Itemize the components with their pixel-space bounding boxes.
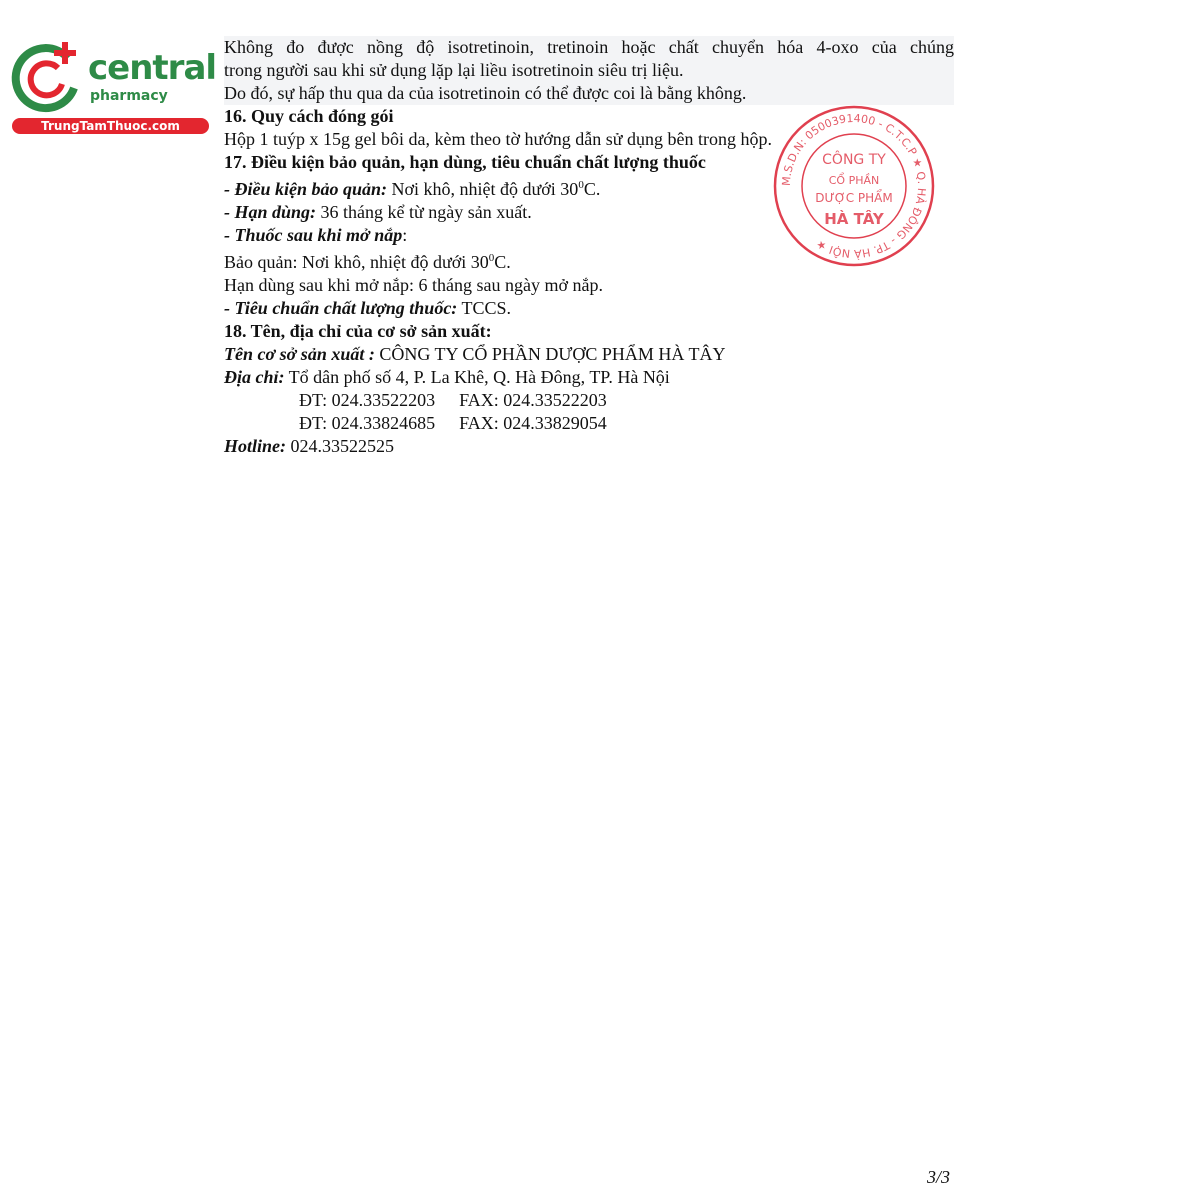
seal-line: HÀ TÂY bbox=[824, 210, 884, 228]
site-badge: TrungTamThuoc.com bbox=[12, 118, 209, 134]
storage-value: Nơi khô, nhiệt độ dưới 30 bbox=[387, 179, 579, 199]
company-seal bbox=[772, 104, 936, 268]
quality-value: TCCS. bbox=[457, 298, 512, 318]
seal-line: CÔNG TY bbox=[822, 152, 886, 168]
section-18-heading: 18. Tên, địa chỉ của cơ sở sản xuất: bbox=[224, 321, 492, 341]
opened-storage: Bảo quản: Nơi khô, nhiệt độ dưới 30 bbox=[224, 252, 489, 272]
colon: : bbox=[402, 225, 408, 245]
pharmacy-cross-icon bbox=[10, 38, 88, 116]
maker-value: CÔNG TY CỔ PHẦN DƯỢC PHẨM HÀ TÂY bbox=[374, 344, 726, 364]
maker-label: Tên cơ sở sản xuất : bbox=[224, 344, 375, 364]
central-pharmacy-logo bbox=[10, 38, 217, 138]
degree: 0 bbox=[578, 179, 584, 191]
section-17-heading: 17. Điều kiện bảo quản, hạn dùng, tiêu chuẩn chất lượng thuốc bbox=[224, 152, 706, 172]
seal-ring-text: M.S.D.N: 0500391400 - C.T.C.P ★ Q. HÀ ĐÔNG - TP. HÀ NỘI ★ bbox=[779, 111, 929, 261]
celsius: C. bbox=[583, 179, 601, 199]
opened-label: - Thuốc sau khi mở nắp bbox=[224, 225, 403, 245]
seal-line: DƯỢC PHẨM bbox=[815, 191, 893, 205]
page-number: 3/3 bbox=[927, 1167, 951, 1187]
phone: ĐT: 024.33824685 bbox=[299, 413, 436, 433]
packaging-text: Hộp 1 tuýp x 15g gel bôi da, kèm theo tờ hướng dẫn sử dụng bên trong hộp. bbox=[224, 129, 772, 149]
address-value: Tổ dân phố số 4, P. La Khê, Q. Hà Đông, TP. Hà Nội bbox=[284, 367, 670, 387]
degree: 0 bbox=[488, 252, 495, 264]
hotline-label: Hotline: bbox=[224, 436, 286, 456]
phone: ĐT: 024.33522203 bbox=[299, 390, 436, 410]
address-label: Địa chỉ: bbox=[224, 367, 285, 387]
expiry-value: 36 tháng kể từ ngày sản xuất. bbox=[316, 202, 532, 222]
fax: FAX: 024.33829054 bbox=[459, 413, 607, 433]
section-16-heading: 16. Quy cách đóng gói bbox=[224, 106, 394, 126]
hotline-value: 024.33522525 bbox=[286, 436, 394, 456]
brand-name: central bbox=[88, 48, 217, 88]
brand-sub: pharmacy bbox=[90, 88, 168, 104]
para-line: trong người sau khi sử dụng lặp lại liều isotretinoin siêu trị liệu. bbox=[224, 60, 684, 80]
fax: FAX: 024.33522203 bbox=[459, 390, 607, 410]
storage-label: - Điều kiện bảo quản: bbox=[224, 179, 388, 199]
seal-line: CỔ PHẦN bbox=[828, 174, 880, 187]
celsius: C. bbox=[494, 252, 511, 272]
para-line: Do đó, sự hấp thu qua da của isotretinoin có thể được coi là bằng không. bbox=[224, 83, 747, 103]
para-line: Không đo được nồng độ isotretinoin, tretinoin hoặc chất chuyển hóa 4-oxo của chúng bbox=[224, 37, 954, 57]
expiry-label: - Hạn dùng: bbox=[224, 202, 317, 222]
quality-label: - Tiêu chuẩn chất lượng thuốc: bbox=[224, 298, 458, 318]
opened-expiry: Hạn dùng sau khi mở nắp: 6 tháng sau ngày mở nắp. bbox=[224, 275, 603, 295]
